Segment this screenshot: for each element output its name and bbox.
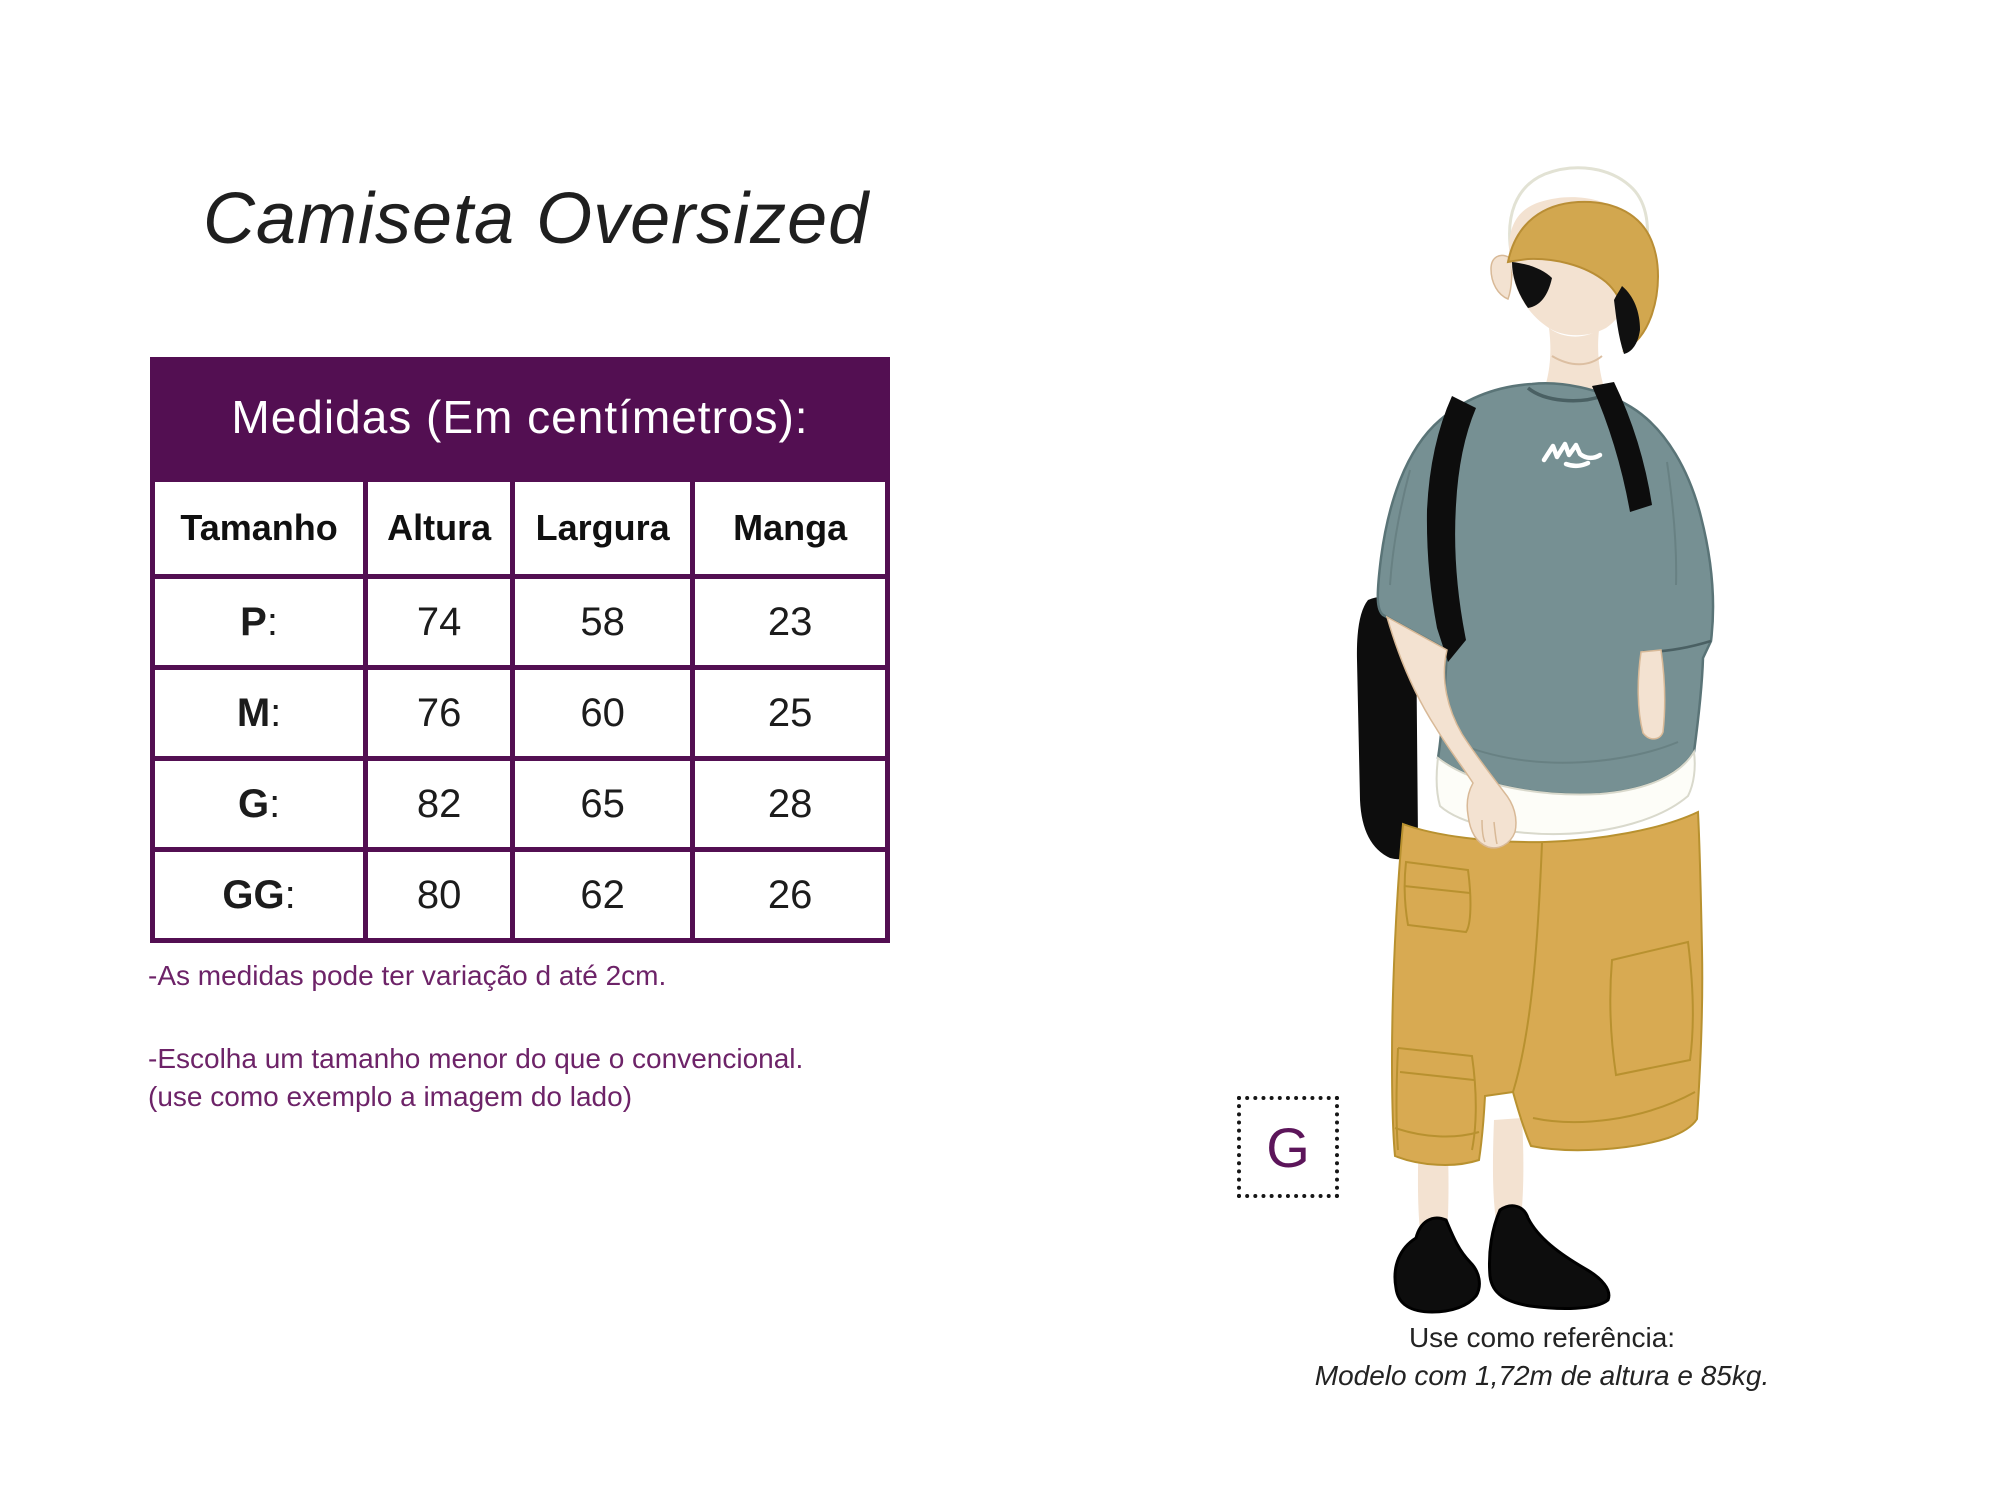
right-leg	[1493, 1118, 1523, 1220]
cell-altura: 82	[366, 759, 513, 850]
measurements-grid	[150, 477, 890, 943]
size-notes	[148, 960, 848, 1116]
cell-largura: 62	[513, 850, 693, 941]
column-header-tamanho: Tamanho	[153, 480, 366, 577]
table-row	[153, 668, 888, 759]
model-illustration	[1330, 150, 1760, 1380]
model-size-letter: G	[1266, 1115, 1310, 1179]
caption-line2: Modelo com 1,72m de altura e 85kg.	[1314, 1360, 1770, 1391]
caption-line1: Use como referência:	[1408, 1322, 1676, 1353]
cell-largura: 60	[513, 668, 693, 759]
cell-size: P:	[153, 577, 366, 668]
right-arm	[1638, 650, 1665, 739]
model-reference-caption	[1242, 1322, 1842, 1392]
note-variation: -As medidas pode ter variação d até 2cm.	[148, 960, 667, 991]
cell-size: M:	[153, 668, 366, 759]
cell-manga: 23	[693, 577, 888, 668]
cell-manga: 25	[693, 668, 888, 759]
cell-largura: 65	[513, 759, 693, 850]
cell-manga: 28	[693, 759, 888, 850]
table-row	[153, 759, 888, 850]
table-header-row	[153, 480, 888, 577]
cell-size: GG:	[153, 850, 366, 941]
table-title: Medidas (Em centímetros):	[150, 357, 890, 477]
cell-altura: 76	[366, 668, 513, 759]
column-header-altura: Altura	[366, 480, 513, 577]
shorts	[1392, 812, 1702, 1165]
table-row	[153, 577, 888, 668]
cell-manga: 26	[693, 850, 888, 941]
page-title: Camiseta Oversized	[203, 179, 870, 259]
right-shoe	[1489, 1206, 1608, 1309]
column-header-largura: Largura	[513, 480, 693, 577]
cell-altura: 80	[366, 850, 513, 941]
table-row	[153, 850, 888, 941]
cell-altura: 74	[366, 577, 513, 668]
model-size-badge	[1237, 1096, 1339, 1198]
note-choose-smaller: -Escolha um tamanho menor do que o convencional. (use como exemplo a imagem do lado)	[148, 1043, 804, 1112]
cell-largura: 58	[513, 577, 693, 668]
left-shoe	[1395, 1218, 1479, 1312]
measurements-table	[150, 357, 890, 943]
column-header-manga: Manga	[693, 480, 888, 577]
cell-size: G:	[153, 759, 366, 850]
